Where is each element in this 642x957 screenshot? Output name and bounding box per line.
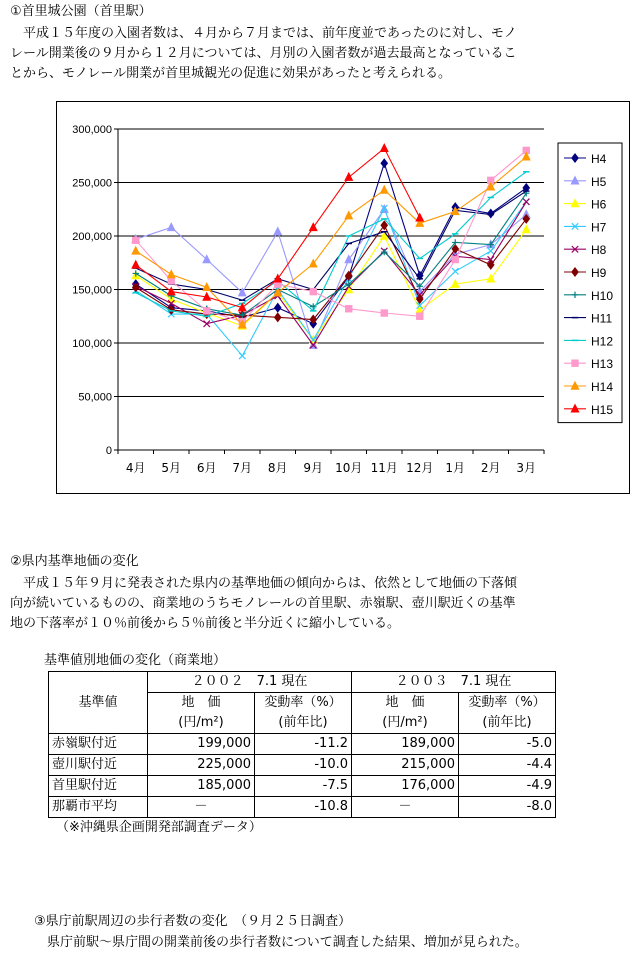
x-tick-label: 11月: [370, 461, 398, 475]
change-label-2002: 変動率（%）: [255, 693, 352, 714]
data-point-h13: [452, 256, 458, 262]
row-name: 首里駅付近: [49, 776, 148, 797]
y-tick-label: 50,000: [78, 391, 112, 404]
data-point-h13: [168, 278, 174, 284]
data-point-h13: [133, 237, 139, 243]
table-corner: [49, 672, 148, 693]
table-row: [49, 755, 556, 776]
y-tick-label: 0: [105, 445, 112, 457]
x-tick-label: 10月: [335, 461, 363, 475]
price-2002: 185,000: [148, 776, 255, 797]
land-price-table: [48, 671, 556, 818]
section2-paragraph-line: 地の下落率が１０％前後から５％前後と半分近くに縮小している。: [10, 616, 401, 631]
change-2003: -4.4: [459, 755, 556, 776]
section2-paragraph-line: 平成１５年９月に発表された県内の基準地価の傾向からは、依然として地価の下落傾: [10, 576, 518, 591]
data-point-h13: [417, 313, 423, 319]
section2-paragraph-line: 向が続いているものの、商業地のうちモノレールの首里駅、赤嶺駅、壺川駅近くの基準: [10, 596, 516, 611]
chart-svg: [57, 102, 629, 493]
row-header-label: 基準値: [49, 693, 148, 714]
legend-label-h10: H10: [591, 288, 614, 303]
x-tick-label: 1月: [445, 461, 466, 475]
change-unit-2002: (前年比): [255, 713, 352, 734]
change-2002: -10.8: [255, 797, 352, 818]
section1-paragraph-line: とから、モノレール開業が首里城観光の促進に効果があったと考えられる。: [10, 66, 451, 81]
row-header-blank: [49, 713, 148, 734]
price-unit-2003: (円/m²): [352, 713, 459, 734]
price-unit-2002: (円/m²): [148, 713, 255, 734]
x-tick-label: 4月: [125, 461, 146, 475]
header-2002: ２００２ 7.1 現在: [148, 672, 352, 693]
table-caption: 基準値別地価の変化（商業地）: [44, 653, 227, 668]
price-2003: 176,000: [352, 776, 459, 797]
legend-label-h7: H7: [591, 220, 607, 235]
table-note: （※沖縄県企画開発部調査データ）: [56, 820, 262, 835]
section1-paragraph-line: 平成１５年度の入園者数は、４月から７月までは、前年度並であったのに対し、モノ: [10, 26, 517, 41]
legend-label-h11: H11: [591, 311, 613, 326]
change-2002: -10.0: [255, 755, 352, 776]
price-2002: 199,000: [148, 734, 255, 755]
legend-label-h6: H6: [591, 197, 607, 212]
price-2002: 225,000: [148, 755, 255, 776]
table-row: [49, 734, 556, 755]
y-tick-label: 200,000: [72, 231, 112, 243]
legend-label-h4: H4: [591, 152, 607, 166]
x-tick-label: 2月: [480, 461, 501, 475]
legend-label-h13: H13: [591, 357, 614, 372]
change-label-2003: 変動率（%）: [459, 693, 556, 714]
change-unit-2003: (前年比): [459, 713, 556, 734]
y-tick-label: 250,000: [72, 177, 112, 190]
section1-paragraph-line: レール開業後の９月から１２月については、月別の入園者数が過去最高となっているこ: [10, 46, 517, 61]
row-name: 那覇市平均: [49, 797, 148, 818]
x-tick-label: 9月: [303, 461, 324, 475]
data-point-h13: [204, 308, 210, 314]
price-label-2002: 地 価: [148, 693, 255, 714]
price-label-2003: 地 価: [352, 693, 459, 714]
price-2003: 189,000: [352, 734, 459, 755]
row-name: 赤嶺駅付近: [49, 734, 148, 755]
visitor-chart: [56, 101, 630, 494]
change-2002: -11.2: [255, 734, 352, 755]
change-2003: -8.0: [459, 797, 556, 818]
data-point-h13: [310, 288, 316, 294]
data-point-h13: [381, 310, 387, 316]
legend-label-h15: H15: [591, 402, 614, 417]
x-tick-label: 7月: [232, 461, 253, 475]
change-2002: -7.5: [255, 776, 352, 797]
x-tick-label: 8月: [267, 461, 288, 475]
header-2003: ２００３ 7.1 現在: [352, 672, 556, 693]
data-point-h13: [346, 306, 352, 312]
section3-heading: ③県庁前駅周辺の歩行者数の変化 （９月２５日調査）: [34, 914, 352, 929]
change-2003: -4.9: [459, 776, 556, 797]
table-row: [49, 776, 556, 797]
table-row: [49, 797, 556, 818]
section1-heading: ①首里城公園（首里駅）: [10, 4, 152, 19]
price-2002: －: [148, 797, 255, 818]
legend-label-h5: H5: [591, 174, 607, 189]
legend-marker-h13: [572, 360, 578, 366]
x-tick-label: 5月: [161, 461, 182, 475]
legend-label-h9: H9: [591, 266, 607, 280]
price-2003: －: [352, 797, 459, 818]
row-name: 壺川駅付近: [49, 755, 148, 776]
x-tick-label: 6月: [196, 461, 217, 475]
y-tick-label: 100,000: [72, 338, 112, 350]
section3-paragraph: 県庁前駅～県庁間の開業前後の歩行者数について調査した結果、増加が見られた。: [34, 935, 528, 950]
legend-label-h8: H8: [591, 243, 607, 258]
price-2003: 215,000: [352, 755, 459, 776]
x-tick-label: 3月: [516, 461, 537, 475]
legend-label-h12: H12: [591, 334, 614, 349]
y-tick-label: 300,000: [72, 124, 112, 136]
y-tick-label: 150,000: [72, 284, 112, 297]
legend-label-h14: H14: [591, 380, 614, 394]
x-tick-label: 12月: [406, 461, 434, 475]
change-2003: -5.0: [459, 734, 556, 755]
section2-heading: ②県内基準地価の変化: [10, 554, 139, 569]
